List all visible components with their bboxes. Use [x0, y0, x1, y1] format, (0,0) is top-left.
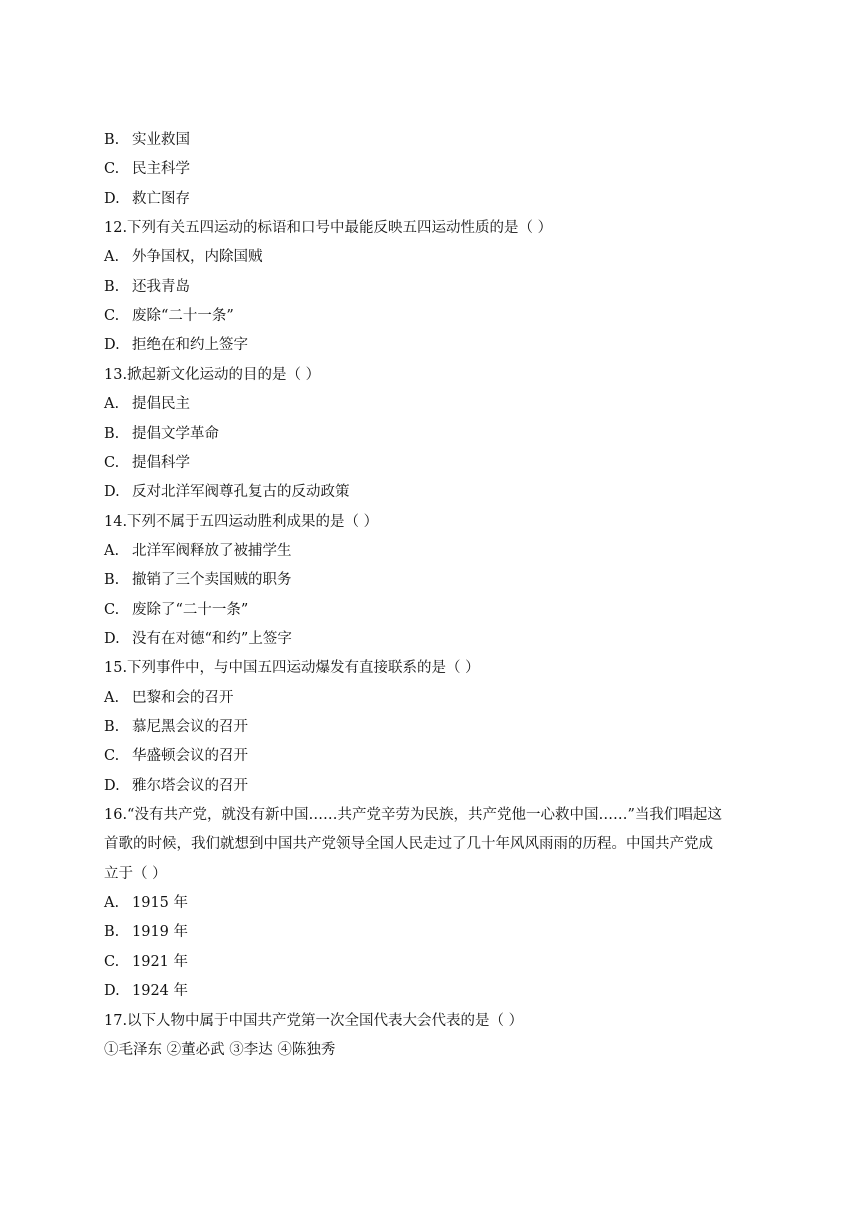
question-text: 立于（ ） [104, 865, 167, 882]
option-letter: C. [104, 601, 120, 618]
option-letter: C. [104, 748, 120, 765]
question-text: ①毛泽东 ②董必武 ③李达 ④陈独秀 [104, 1041, 336, 1058]
option-text: 1915 年 [132, 895, 189, 912]
option-text: 废除了“二十一条” [132, 601, 249, 618]
answer-option [104, 569, 774, 591]
option-text: 提倡科学 [132, 454, 190, 471]
answer-option [104, 921, 774, 943]
option-letter: A. [104, 249, 120, 266]
question-text: 14.下列不属于五四运动胜利成果的是（ ） [104, 513, 379, 530]
option-text: 慕尼黑会议的召开 [132, 719, 248, 735]
option-letter: A. [104, 396, 120, 413]
option-letter: B. [104, 924, 120, 941]
answer-option [104, 481, 774, 503]
question-text: 首歌的时候，我们就想到中国共产党领导全国人民走过了几十年风风雨雨的历程。中国共产党成 [104, 836, 713, 853]
option-text: 还我青岛 [132, 278, 190, 295]
option-text: 实业救国 [132, 132, 190, 148]
option-letter: C. [104, 454, 120, 471]
option-letter: C. [104, 161, 120, 178]
option-text: 巴黎和会的召开 [132, 689, 234, 706]
option-text: 拒绝在和约上签字 [132, 337, 248, 354]
option-letter: D. [104, 484, 120, 501]
option-text: 提倡民主 [132, 396, 190, 413]
option-letter: C. [104, 953, 120, 970]
option-text: 华盛顿会议的召开 [132, 748, 248, 765]
question-text: 16.“没有共产党，就没有新中国……共产党辛劳为民族，共产党他一心救中国……”当我们唱起这 [104, 807, 722, 824]
question-text: 17.以下人物中属于中国共产党第一次全国代表大会代表的是（ ） [104, 1012, 524, 1029]
option-text: 1921 年 [132, 953, 189, 970]
answer-option [104, 305, 774, 327]
answer-option [104, 188, 774, 210]
option-letter: A. [104, 689, 120, 706]
option-letter: B. [104, 719, 120, 735]
question-text: 12.下列有关五四运动的标语和口号中最能反映五四运动性质的是（ ） [104, 220, 553, 237]
answer-option [104, 687, 774, 709]
answer-option [104, 745, 774, 767]
option-text: 提倡文学革命 [132, 425, 219, 442]
option-letter: D. [104, 983, 120, 1000]
option-text: 废除“二十一条” [132, 308, 234, 325]
option-letter: B. [104, 278, 120, 295]
answer-option [104, 980, 774, 1002]
option-letter: B. [104, 572, 120, 589]
option-letter: D. [104, 337, 120, 354]
answer-option [104, 246, 774, 268]
option-text: 外争国权，内除国贼 [132, 249, 263, 266]
answer-option [104, 423, 774, 445]
answer-option [104, 599, 774, 621]
option-text: 反对北洋军阀尊孔复古的反动政策 [132, 484, 350, 501]
option-letter: D. [104, 777, 120, 794]
option-letter: B. [104, 132, 120, 148]
answer-option [104, 540, 774, 562]
answer-option [104, 452, 774, 474]
option-letter: A. [104, 542, 120, 559]
answer-option [104, 775, 774, 797]
answer-option [104, 129, 774, 151]
answer-option [104, 276, 774, 298]
answer-option [104, 716, 774, 738]
option-letter: D. [104, 630, 120, 647]
option-text: 救亡图存 [132, 190, 190, 207]
option-text: 民主科学 [132, 161, 190, 178]
option-text: 1919 年 [132, 924, 189, 941]
option-letter: C. [104, 308, 120, 325]
option-text: 北洋军阀释放了被捕学生 [132, 542, 292, 559]
option-letter: D. [104, 190, 120, 207]
option-letter: B. [104, 425, 120, 442]
answer-option [104, 628, 774, 650]
option-text: 雅尔塔会议的召开 [132, 777, 248, 794]
answer-option [104, 158, 774, 180]
answer-option [104, 951, 774, 973]
answer-option [104, 393, 774, 415]
option-text: 没有在对德“和约”上签字 [132, 630, 292, 647]
option-text: 1924 年 [132, 983, 189, 1000]
question-text: 13.掀起新文化运动的目的是（ ） [104, 366, 321, 383]
question-text: 15.下列事件中，与中国五四运动爆发有直接联系的是（ ） [104, 660, 480, 677]
answer-option [104, 892, 774, 914]
option-text: 撤销了三个卖国贼的职务 [132, 572, 292, 589]
option-letter: A. [104, 895, 120, 912]
answer-option [104, 334, 774, 356]
